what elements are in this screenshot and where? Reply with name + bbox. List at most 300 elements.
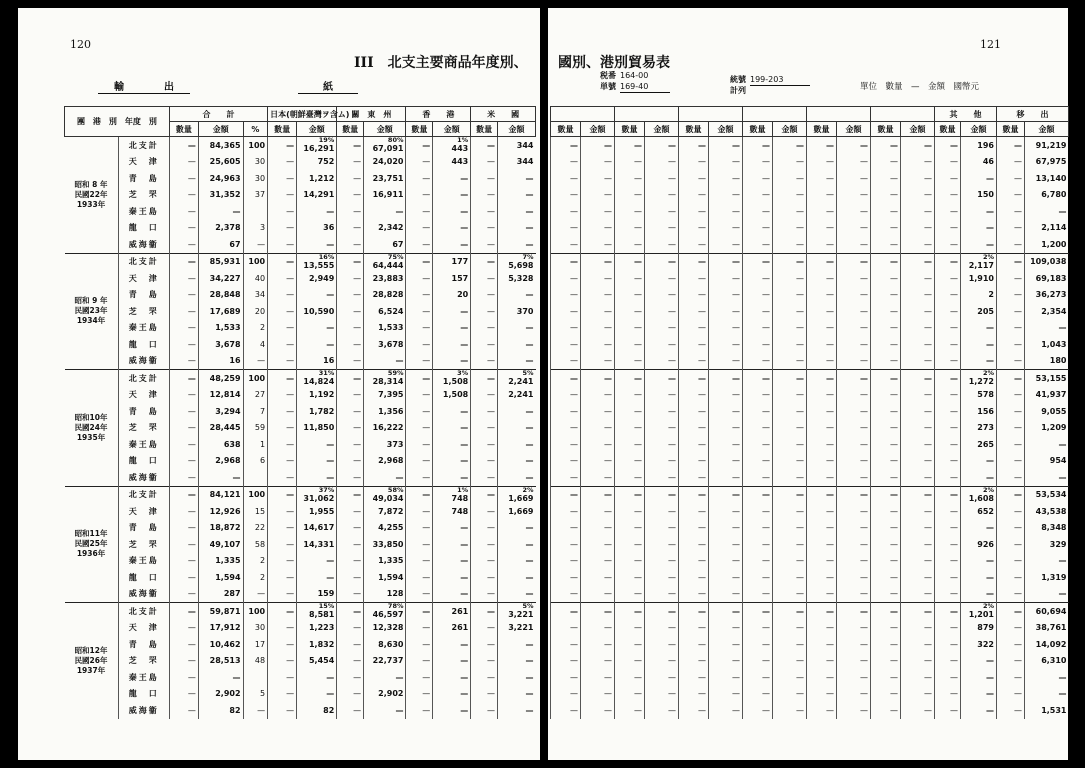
empty-qty [871,686,901,703]
move-qty: — [997,387,1025,404]
japan-value [297,503,337,520]
empty-qty [743,270,773,287]
empty-value [645,636,679,653]
empty-qty [807,436,837,453]
empty-value [837,520,871,537]
hk-value [433,420,471,437]
japan-value-value: — [326,439,335,449]
other-qty: — [935,586,961,603]
kanto-value-value: 4,255 [378,523,404,533]
move-value-value: 67,975 [1035,157,1067,167]
other-value-value: 46 [982,157,994,167]
empty-value [581,203,615,220]
total-pct: 37 [243,187,268,204]
move-value [1025,603,1069,620]
table-row [551,436,1069,453]
empty-qty [807,653,837,670]
empty-value [709,486,743,503]
kanto-value [364,586,406,603]
us-value-value: 344 [516,157,534,167]
total-value [198,636,243,653]
empty-value [581,569,615,586]
total-value [198,154,243,171]
move-qty: — [997,669,1025,686]
empty-value [773,170,807,187]
kanto-qty: — [337,569,364,586]
empty-qty [551,353,581,370]
empty-value [581,536,615,553]
us-value-value: 1,669 [508,493,534,503]
japan-value-value: 14,331 [303,539,335,549]
other-qty: — [935,636,961,653]
hk-value-value: — [460,223,469,233]
us-value [497,236,535,253]
empty-qty [871,253,901,270]
move-qty: — [997,220,1025,237]
empty-value [709,436,743,453]
japan-value [297,370,337,387]
other-value [961,636,997,653]
empty-qty [551,253,581,270]
total-pct: — [243,702,268,719]
subheader: 金額 [581,122,615,137]
right-page [548,8,1068,760]
empty-value [645,603,679,620]
table-row [551,486,1069,503]
empty-value [645,154,679,171]
table-row [551,270,1069,287]
total-qty: — [169,187,198,204]
kanto-value [364,320,406,337]
empty-qty [807,620,837,637]
hk-value-pct: 1% [457,485,469,494]
empty-qty [679,170,709,187]
hk-qty: — [406,636,433,653]
kanto-qty: — [337,420,364,437]
hk-value [433,586,471,603]
empty-qty [871,702,901,719]
empty-value [837,653,871,670]
kanto-value [364,353,406,370]
empty-qty [807,686,837,703]
move-value-value: 43,538 [1035,506,1067,516]
statistical-codes: 統號 計列199-203 [730,74,810,96]
hk-qty: — [406,486,433,503]
japan-value-value: — [326,323,335,333]
total-qty: — [169,536,198,553]
hk-value-value: — [460,456,469,466]
empty-qty [615,636,645,653]
japan-value-value: 159 [317,589,335,599]
port-name: 北支計 [118,603,169,620]
empty-value [901,553,935,570]
empty-value [901,220,935,237]
total-pct: 2 [243,320,268,337]
kanto-value-value: 6,524 [378,306,404,316]
empty-qty [615,436,645,453]
move-value [1025,336,1069,353]
table-row [65,436,536,453]
kanto-value-value: 16,222 [372,423,404,433]
other-value-value: 150 [977,190,994,200]
empty-value [773,520,807,537]
us-value [497,370,535,387]
table-row [551,420,1069,437]
japan-qty: — [268,686,297,703]
hk-qty: — [406,603,433,620]
port-name: 威海衞 [118,469,169,486]
total-value-value: — [232,672,241,682]
japan-value [297,187,337,204]
hk-value [433,486,471,503]
total-pct: 6 [243,453,268,470]
table-row [551,387,1069,404]
empty-qty [807,403,837,420]
us-qty: — [471,503,498,520]
japan-qty: — [268,287,297,304]
total-pct: 2 [243,569,268,586]
total-value [198,220,243,237]
kanto-value [364,236,406,253]
empty-value [709,420,743,437]
kanto-value [364,370,406,387]
kanto-qty: — [337,520,364,537]
move-value-value: — [1058,556,1067,566]
empty-value [901,353,935,370]
move-value [1025,569,1069,586]
empty-qty [679,520,709,537]
kanto-value-value: 128 [386,589,404,599]
empty-value [901,287,935,304]
empty-value [709,653,743,670]
other-value [961,253,997,270]
empty-qty [871,520,901,537]
port-name: 北支計 [118,253,169,270]
kanto-value-value: — [395,356,404,366]
empty-value [581,236,615,253]
us-value [497,586,535,603]
empty-qty [679,203,709,220]
table-row [65,387,536,404]
empty-qty [679,187,709,204]
table-row [65,586,536,603]
us-value [497,653,535,670]
empty-value [901,653,935,670]
japan-value [297,170,337,187]
kanto-qty: — [337,236,364,253]
empty-qty [679,303,709,320]
subheader: 金額 [961,122,997,137]
table-row [65,370,536,387]
table-row [551,553,1069,570]
move-qty: — [997,420,1025,437]
japan-value-value: — [326,339,335,349]
move-value-value: 2,114 [1041,223,1067,233]
move-value [1025,686,1069,703]
hk-qty: — [406,553,433,570]
us-qty: — [471,336,498,353]
us-value [497,137,535,154]
empty-qty [871,453,901,470]
table-row [551,203,1069,220]
us-value-value: — [525,339,534,349]
port-name: 天 津 [118,270,169,287]
other-value [961,486,997,503]
move-value-value: 53,155 [1035,373,1067,383]
total-value-value: 18,872 [209,523,241,533]
hk-value-value: 1,508 [442,377,469,387]
other-value [961,536,997,553]
hk-value [433,503,471,520]
hk-value-value: — [460,672,469,682]
us-qty: — [471,403,498,420]
kanto-qty: — [337,653,364,670]
empty-value [837,187,871,204]
hk-value [433,520,471,537]
kanto-value [364,603,406,620]
empty-value [901,536,935,553]
us-value-pct: 2% [522,485,534,494]
total-qty: — [169,287,198,304]
total-value-value: 85,931 [209,257,241,267]
us-value-value: — [525,656,534,666]
empty-value [773,187,807,204]
table-row [551,702,1069,719]
table-row [551,653,1069,670]
hk-value-value: — [460,589,469,599]
total-value [198,603,243,620]
subheader: 金額 [773,122,807,137]
japan-value [297,154,337,171]
port-name: 龍 口 [118,336,169,353]
other-qty: — [935,137,961,154]
empty-qty [871,536,901,553]
other-qty: — [935,503,961,520]
table-row [551,503,1069,520]
total-pct: 48 [243,653,268,670]
empty-qty [679,586,709,603]
empty-qty [743,253,773,270]
other-qty: — [935,453,961,470]
subheader: 金額 [198,122,243,137]
subheader: 數量 [807,122,837,137]
empty-qty [807,553,837,570]
subheader: 金額 [645,122,679,137]
empty-qty [871,303,901,320]
total-qty: — [169,220,198,237]
us-qty: — [471,353,498,370]
other-qty: — [935,553,961,570]
empty-value [709,569,743,586]
total-value-value: 82 [229,705,241,715]
total-qty: — [169,170,198,187]
empty-value [773,137,807,154]
empty-value [901,686,935,703]
table-row [65,270,536,287]
kanto-qty: — [337,469,364,486]
other-qty: — [935,303,961,320]
japan-value-value: — [326,689,335,699]
move-value-value: 36,273 [1035,290,1067,300]
us-qty: — [471,469,498,486]
total-value [198,586,243,603]
empty-qty [551,569,581,586]
empty-value [581,270,615,287]
total-pct: 58 [243,536,268,553]
hk-value [433,636,471,653]
other-qty: — [935,669,961,686]
total-pct: 100 [243,486,268,503]
other-qty: — [935,154,961,171]
other-qty: — [935,686,961,703]
empty-qty [743,436,773,453]
port-name: 龍 口 [118,686,169,703]
other-value [961,220,997,237]
total-pct: 17 [243,636,268,653]
subheader: 數量 [169,122,198,137]
empty-value [901,620,935,637]
other-qty: — [935,370,961,387]
other-value-value: — [986,206,994,216]
total-value-value: 49,107 [209,539,241,549]
subheader: 數量 [935,122,961,137]
japan-value [297,420,337,437]
empty-value [837,170,871,187]
move-qty: — [997,486,1025,503]
kanto-value [364,453,406,470]
total-value [198,187,243,204]
empty-qty [743,154,773,171]
japan-value-value: 16 [323,356,335,366]
table-row [65,603,536,620]
empty-value [901,486,935,503]
empty-qty [551,453,581,470]
japan-value [297,653,337,670]
japan-value [297,636,337,653]
empty-value [837,137,871,154]
kanto-qty: — [337,686,364,703]
kanto-value [364,336,406,353]
column-header-move: 移 出 [997,107,1069,122]
column-header [743,107,807,122]
empty-qty [743,336,773,353]
empty-value [773,536,807,553]
empty-qty [615,536,645,553]
empty-qty [551,303,581,320]
japan-value [297,353,337,370]
empty-qty [807,336,837,353]
move-value-value: 2,354 [1041,306,1067,316]
empty-value [645,569,679,586]
move-value-value: 53,534 [1035,490,1067,500]
kanto-value-value: 49,034 [372,493,404,503]
other-value [961,520,997,537]
empty-qty [615,270,645,287]
japan-value-value: 1,223 [308,623,335,633]
empty-value [581,669,615,686]
empty-value [773,486,807,503]
hk-value [433,403,471,420]
total-value-value: 28,848 [209,290,241,300]
total-pct: 30 [243,620,268,637]
total-value [198,536,243,553]
japan-qty: — [268,403,297,420]
total-qty: — [169,503,198,520]
empty-value [645,137,679,154]
hk-qty: — [406,287,433,304]
total-value-value: 12,926 [209,506,241,516]
kanto-qty: — [337,403,364,420]
hk-value-value: — [460,190,469,200]
other-value-value: 265 [977,439,994,449]
total-pct: — [243,236,268,253]
japan-value-value: 14,617 [303,523,335,533]
empty-qty [551,436,581,453]
us-value-value: — [525,572,534,582]
us-qty: — [471,170,498,187]
us-value-value: 5,698 [508,260,534,270]
japan-value-value: 31,062 [303,493,335,503]
port-name: 芝 罘 [118,303,169,320]
empty-value [901,236,935,253]
us-value [497,187,535,204]
empty-value [773,353,807,370]
us-value-value: — [525,556,534,566]
empty-qty [615,336,645,353]
empty-qty [679,486,709,503]
kanto-value-value: 16,911 [372,190,404,200]
move-value-value: 180 [1049,356,1067,366]
total-qty: — [169,370,198,387]
empty-value [901,336,935,353]
column-header: 關 東 州 [337,107,406,122]
total-pct [243,469,268,486]
table-row [65,287,536,304]
subheader: 金額 [1025,122,1069,137]
kanto-qty: — [337,187,364,204]
other-qty: — [935,170,961,187]
japan-value-value: — [326,572,335,582]
subheader: 數量 [615,122,645,137]
empty-qty [679,287,709,304]
hk-value [433,220,471,237]
move-qty: — [997,403,1025,420]
hk-value-value: — [460,572,469,582]
empty-value [837,686,871,703]
table-row [65,154,536,171]
empty-value [645,420,679,437]
hk-value-value: — [460,639,469,649]
table-row [65,636,536,653]
japan-qty: — [268,370,297,387]
japan-qty: — [268,636,297,653]
move-value [1025,453,1069,470]
other-qty: — [935,536,961,553]
hk-value-value: — [460,439,469,449]
hk-value-value: — [460,539,469,549]
empty-qty [551,387,581,404]
kanto-value [364,653,406,670]
empty-qty [743,702,773,719]
empty-value [709,270,743,287]
total-value [198,170,243,187]
japan-qty: — [268,536,297,553]
total-value [198,702,243,719]
hk-value [433,569,471,586]
move-qty: — [997,686,1025,703]
table-row [65,453,536,470]
table-row [551,336,1069,353]
